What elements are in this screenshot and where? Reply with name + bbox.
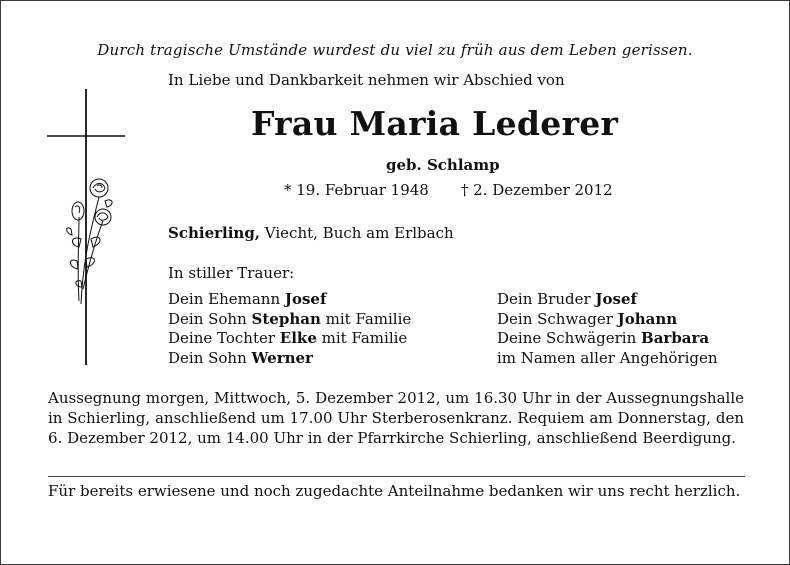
- places: [168, 224, 454, 242]
- mourner-line: Deine Schwägerin Barbara: [497, 329, 710, 347]
- mourner-line: Dein Bruder Josef: [497, 290, 637, 308]
- mourner-line: Deine Tochter Elke mit Familie: [168, 329, 408, 347]
- mourner-line: im Namen aller Angehörigen: [497, 348, 718, 367]
- maiden-name: geb. Schlamp: [386, 156, 500, 174]
- birth-date: * 19. Februar 1948: [284, 181, 429, 199]
- mourner-line: Dein Ehemann Josef: [168, 290, 327, 308]
- funeral-details: Aussegnung morgen, Mittwoch, 5. Dezember 2012, um 16.30 Uhr in der Aussegnungshalle in Schierling, anschließend um 17.00 Uhr Sterberosenkranz. Requiem am Donnerstag, den 6. Dezember 2012, um 14.00 Uhr in der Pfarrkirche Schierling, anschließend Beerdigung.: [48, 389, 744, 447]
- mourners-left: [168, 290, 411, 368]
- mourner-line: Dein Schwager Johann: [497, 309, 678, 328]
- life-dates: [284, 181, 613, 199]
- mourners-right: [497, 290, 718, 368]
- divider: [48, 476, 745, 477]
- deceased-name: Frau Maria Lederer: [251, 104, 619, 143]
- place-main: Schierling,: [168, 224, 261, 242]
- mourner-line: Dein Sohn Stephan mit Familie: [168, 309, 412, 328]
- cross-icon: [41, 89, 141, 369]
- roses-icon: [67, 179, 112, 304]
- mourning-label: In stiller Trauer:: [168, 264, 295, 282]
- mourner-line: Dein Sohn Werner: [168, 348, 313, 367]
- intro-quote: Durch tragische Umstände wurdest du viel zu früh aus dem Leben gerissen.: [97, 41, 693, 59]
- death-date: † 2. Dezember 2012: [460, 181, 613, 199]
- farewell-line: In Liebe und Dankbarkeit nehmen wir Abschied von: [168, 71, 565, 89]
- thanks-note: Für bereits erwiesene und noch zugedachte Anteilnahme bedanken wir uns recht herzlich.: [48, 482, 741, 500]
- place-others: Viecht, Buch am Erlbach: [260, 224, 454, 242]
